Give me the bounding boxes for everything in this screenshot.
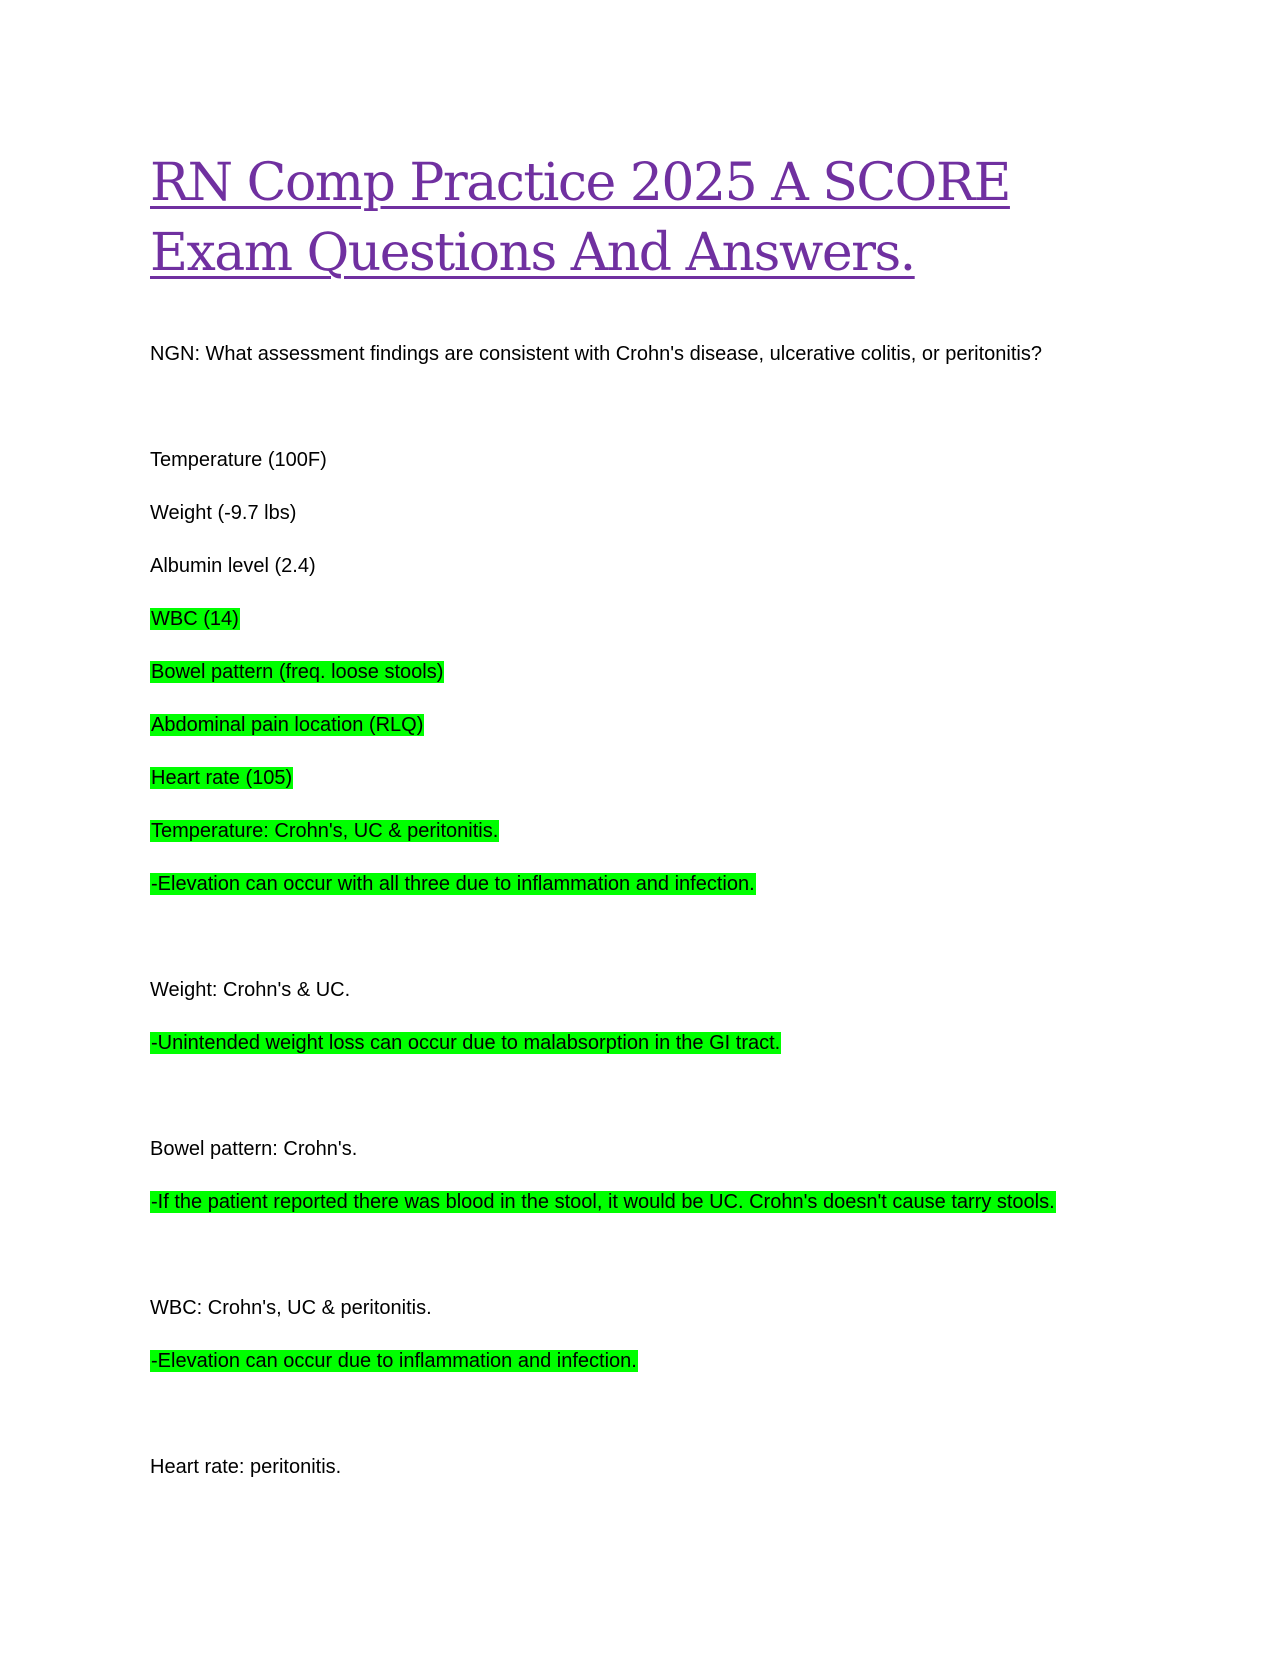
highlighted-text: Bowel pattern (freq. loose stools) [151,661,444,683]
answer-wbc-explanation [150,1347,638,1375]
answer-bowel-explanation [150,1188,1056,1216]
highlighted-text: Temperature: Crohn's, UC & peritonitis. [151,820,499,842]
highlighted-text: -If the patient reported there was blood in the stool, it would be UC. Crohn's doesn't cause tarry stools. [151,1191,1055,1213]
finding-weight [150,499,296,527]
answer-bowel-heading: Bowel pattern: Crohn's. [150,1138,358,1160]
finding-abdominal-pain [150,711,424,739]
answer-temperature-explanation [150,870,756,898]
answer-weight-heading: Weight: Crohn's & UC. [150,979,351,1001]
finding-heart-rate [150,764,293,792]
answer-weight-explanation [150,1029,781,1057]
highlighted-text: -Elevation can occur due to inflammation and infection. [151,1350,637,1372]
highlighted-text: Abdominal pain location (RLQ) [151,714,424,736]
finding-text: Albumin level (2.4) [150,555,316,577]
answer-wbc-heading: WBC: Crohn's, UC & peritonitis. [150,1297,432,1319]
finding-text: Weight (-9.7 lbs) [150,502,297,524]
finding-albumin [150,552,316,580]
finding-temperature [150,446,327,474]
highlighted-text: -Unintended weight loss can occur due to malabsorption in the GI tract. [151,1032,781,1054]
highlighted-text: Heart rate (105) [151,767,293,789]
document-title[interactable]: RN Comp Practice 2025 A SCORE Exam Questions And Answers. [150,153,1010,283]
finding-bowel-pattern [150,658,444,686]
finding-wbc [150,605,240,633]
answer-heart-rate-heading: Heart rate: peritonitis. [150,1456,342,1478]
highlighted-text: -Elevation can occur with all three due to inflammation and infection. [151,873,755,895]
highlighted-text: WBC (14) [151,608,239,630]
answer-temperature-heading [150,817,499,845]
finding-text: Temperature (100F) [150,449,327,471]
question-text: NGN: What assessment findings are consistent with Crohn's disease, ulcerative colitis, or peritonitis? [150,343,1042,365]
